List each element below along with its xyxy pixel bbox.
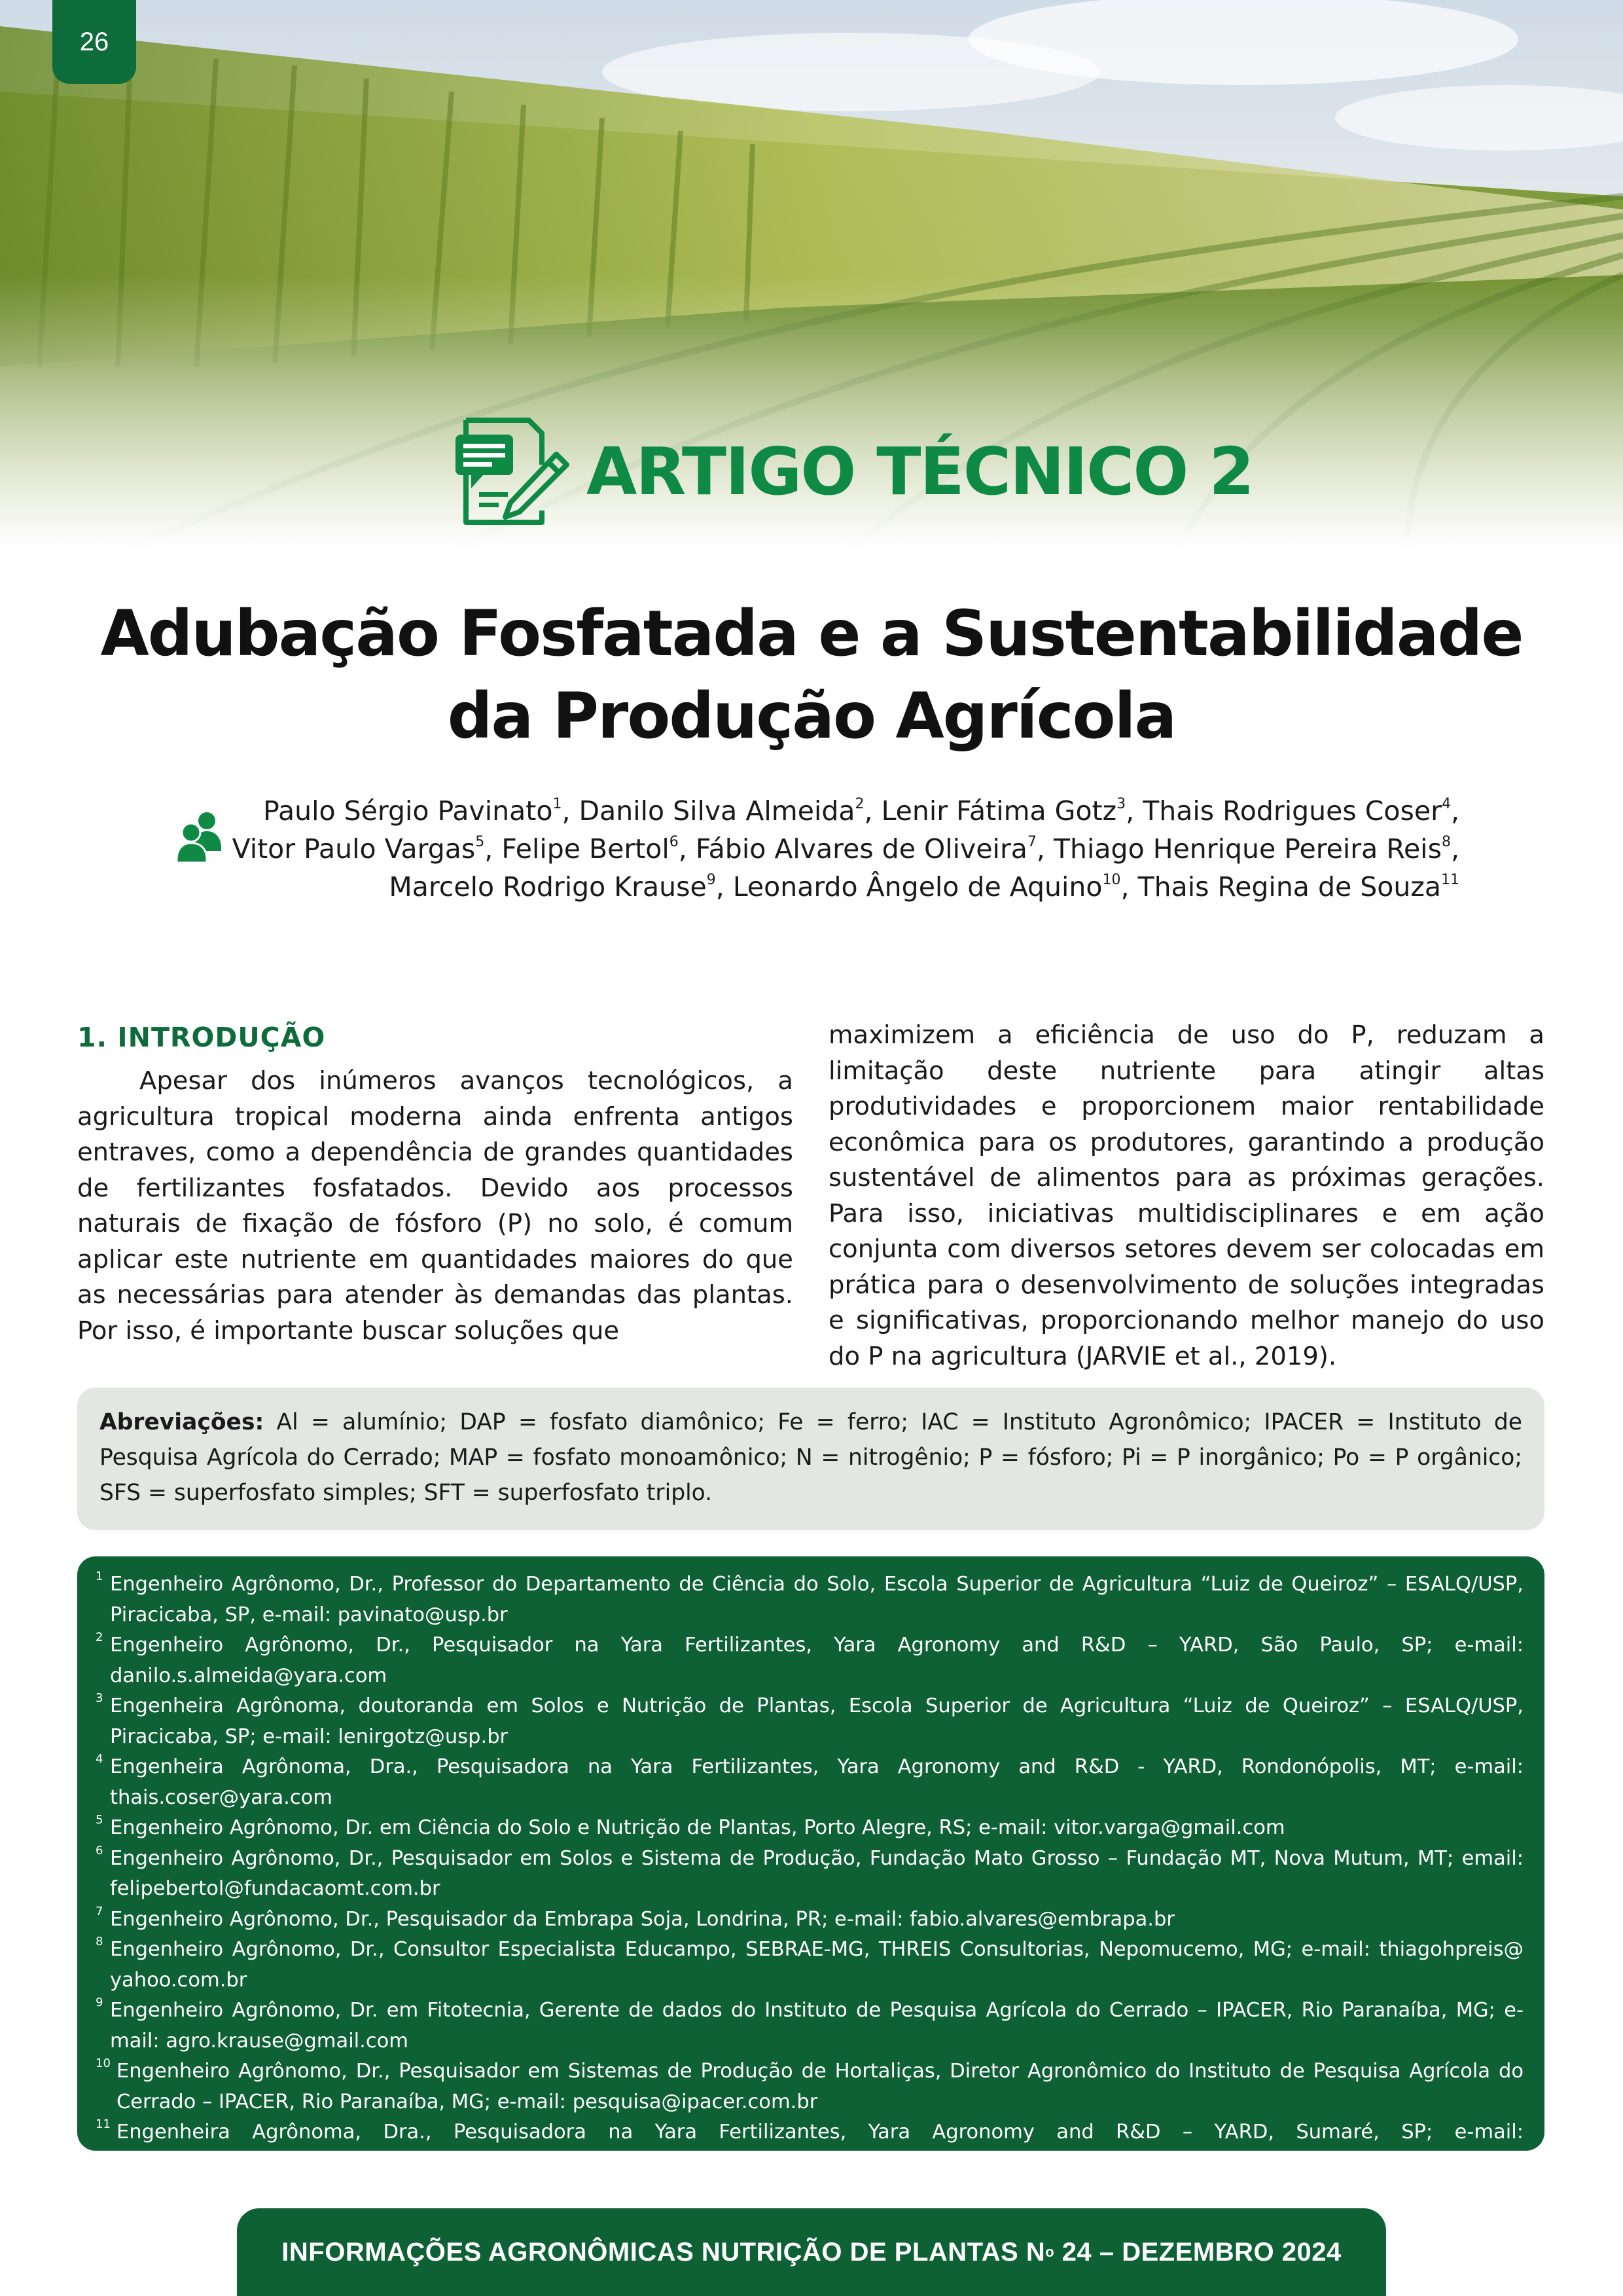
intro-paragraph-left: Apesar dos inúmeros avanços tecnológicos, a agricultura tropical moderna ainda enfrenta antigos entraves, como a dependência de grandes quantidades de fertilizantes fosfatados. Devido aos processos naturais de fixação de fósforo (P) no solo, é comum aplicar este nutriente em quantidades maiores do que as necessárias para atender às demandas das plantas. Por isso, é importante buscar soluções que [77,1066,793,1346]
author: Fábio Alvares de Oliveira$^7$, [695,833,1054,865]
author: Thais Regina de Souza$^{11}$ [1137,871,1459,903]
affiliation-item: 11 Engenheira Agrônoma, Dra., Pesquisadora na Yara Fertilizantes, Yara Agronomy and R&D – YARD, Sumaré, SP; e-mail: thais.desouza@yara.com [96,2117,1524,2174]
affiliation-item: 10 Engenheiro Agrônomo, Dr., Pesquisador em Sistemas de Produção de Hortaliças, Diretor Agronômico do Instituto de Pesquisa Agrícola do Cerrado – IPACER, Rio Paranaíba, MG; e-mail: pesquisa@ipacer.com.br [96,2056,1524,2113]
affiliations-box [77,1556,1544,2174]
author: Paulo Sérgio Pavinato$^1$, [263,795,579,827]
author: Danilo Silva Almeida$^2$, [579,795,882,827]
author: Thais Rodrigues Coser$^4$, [1143,795,1459,827]
title-line-1: Adubação Fosfatada e a Sustentabilidade [100,597,1523,670]
page-number-tab: 26 [52,0,136,84]
intro-paragraph-right: maximizem a eficiência de uso do P, reduzam a limitação deste nutriente para atingir altas produtividades e proporcionem maior rentabilidade econômica para os produtores, garantindo a produção sustentável de alimentos para as próximas gerações. Para isso, iniciativas multidisciplinares e em ação conjunta com diversos setores devem ser colocadas em prática para o desenvolvimento de soluções integradas e significativas, proporcionando melhor manejo do uso do P na agricultura (JARVIE et al., 2019). [829,1020,1544,1371]
affiliation-item: 9 Engenheiro Agrônomo, Dr. em Fitotecnia, Gerente de dados do Instituto de Pesquisa Agrícola do Cerrado – IPACER, Rio Paranaíba, MG; e-mail: agro.krause@gmail.com [96,1996,1524,2053]
affiliation-item: 2 Engenheiro Agrônomo, Dr., Pesquisador na Yara Fertilizantes, Yara Agronomy and R&D – YARD, São Paulo, SP; e-mail: danilo.s.almeida@yara.com [96,1630,1524,1687]
title-line-2: da Produção Agrícola [447,679,1176,753]
author: Lenir Fátima Gotz$^3$, [881,795,1143,827]
author-list [170,792,1459,906]
article-kicker-label: ARTIGO TÉCNICO 2 [586,433,1253,510]
affiliation-item: 6 Engenheiro Agrônomo, Dr., Pesquisador em Solos e Sistema de Produção, Fundação Mato Grosso – Fundação MT, Nova Mutum, MT; email: felipebertol@fundacaomt.com.br [96,1843,1524,1900]
intro-column-left [77,1018,793,1349]
affiliation-item: 4 Engenheira Agrônoma, Dra., Pesquisadora na Yara Fertilizantes, Yara Agronomy and R&D - YARD, Rondonópolis, MT; e-mail: thais.coser@yara.com [96,1752,1524,1809]
abbreviations-label: Abreviações: [99,1409,264,1435]
author: Marcelo Rodrigo Krause$^9$, [389,871,733,903]
publication-footer [237,2208,1386,2296]
document-pen-icon [452,412,569,530]
abbreviations-box [77,1388,1544,1530]
article-title [79,592,1544,757]
affiliation-item: 3 Engenheira Agrônoma, doutoranda em Solos e Nutrição de Plantas, Escola Superior de Agricultura “Luiz de Queiroz” – ESALQ/USP, Piracicaba, SP; e-mail: lenirgotz@usp.br [96,1691,1524,1748]
author: Leonardo Ângelo de Aquino$^{10}$, [732,871,1138,903]
affiliation-item: 1 Engenheiro Agrônomo, Dr., Professor do Departamento de Ciência do Solo, Escola Superior de Agricultura “Luiz de Queiroz” – ESALQ/USP, Piracicaba, SP, e-mail: pavinato@usp.br [96,1570,1524,1626]
article-kicker [452,412,1253,530]
author: Thiago Henrique Pereira Reis$^8$, [1054,833,1459,865]
affiliation-item: 7 Engenheiro Agrônomo, Dr., Pesquisador da Embrapa Soja, Londrina, PR; e-mail: fabio.alvares@embrapa.br [96,1904,1175,1931]
intro-column-right [829,1018,1544,1374]
affiliation-item: 5 Engenheiro Agrônomo, Dr. em Ciência do Solo e Nutrição de Plantas, Porto Alegre, RS; e-mail: vitor.varga@gmail.com [96,1813,1285,1839]
footer-title: INFORMAÇÕES AGRONÔMICAS NUTRIÇÃO DE PLANTAS N [281,2237,1046,2267]
footer-ordinal: o [1045,2244,1055,2260]
footer-issue: 24 – DEZEMBRO 2024 [1054,2237,1342,2267]
author: Vitor Paulo Vargas$^5$, [232,833,502,865]
author: Felipe Bertol$^6$, [501,833,696,865]
affiliation-item: 8 Engenheiro Agrônomo, Dr., Consultor Especialista Educampo, SEBRAE-MG, THREIS Consultorias, Nepomucemo, MG; e-mail: thiagohpreis@ yahoo.com.br [96,1935,1524,1992]
section-heading-introduction: 1. INTRODUÇÃO [77,1022,326,1053]
abbreviations-text: Al = alumínio; DAP = fosfato diamônico; Fe = ferro; IAC = Instituto Agronômico; IPACER = Instituto de Pesquisa Agrícola do Cerrado; MAP = fosfato monoamônico; N = nitrogênio; P = fósforo; Pi = P inorgânico; Po = P orgânico; SFS = superfosfato simples; SFT = superfosfato triplo. [99,1409,1522,1506]
